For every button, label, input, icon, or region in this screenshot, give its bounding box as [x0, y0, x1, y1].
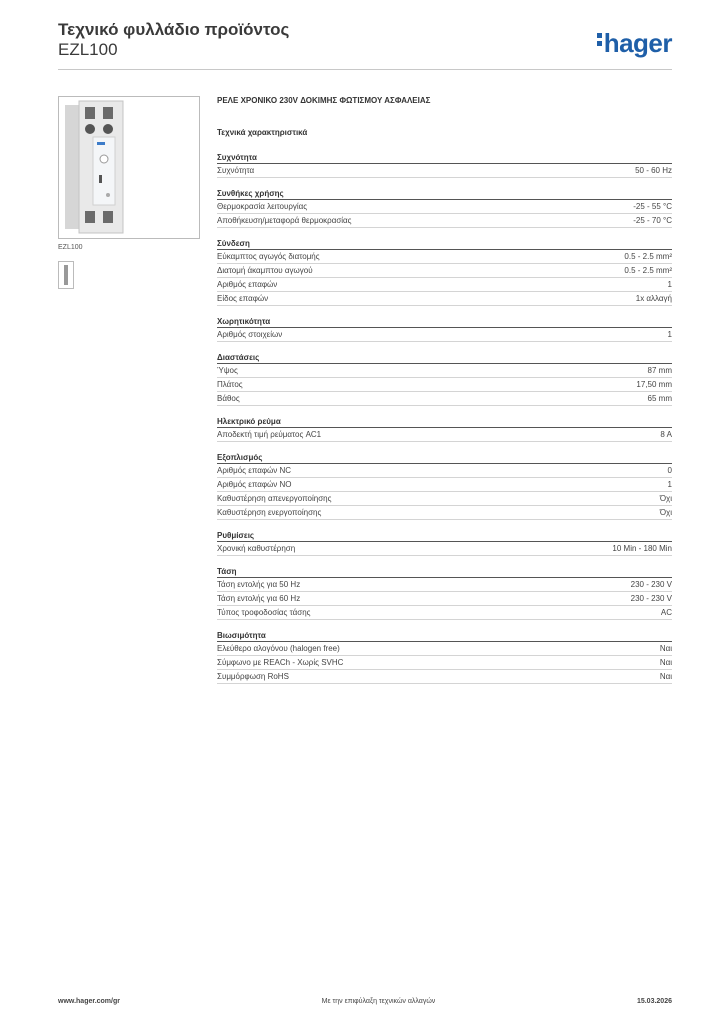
product-description: ΡΕΛΕ ΧΡΟΝΙΚΟ 230V ΔΟΚΙΜΗΣ ΦΩΤΙΣΜΟΥ ΑΣΦΑΛΕΙΑΣ: [217, 96, 431, 105]
spec-value: 65 mm: [647, 394, 672, 403]
spec-row: [217, 670, 672, 684]
spec-label: Αριθμός επαφών NO: [217, 480, 292, 489]
spec-row: [217, 278, 672, 292]
spec-label: Τάση εντολής για 50 Hz: [217, 580, 301, 589]
spec-value: -25 - 70 °C: [633, 216, 672, 225]
specs-heading: Τεχνικά χαρακτηριστικά: [217, 128, 308, 137]
spec-label: Ελεύθερο αλογόνου (halogen free): [217, 644, 340, 653]
spec-value: 1x αλλαγή: [635, 294, 672, 303]
spec-row: [217, 214, 672, 228]
hager-logo: [597, 28, 672, 59]
spec-label: Τύπος τροφοδοσίας τάσης: [217, 608, 311, 617]
section-title: Ρυθμίσεις: [217, 529, 672, 542]
spec-value: Ναι: [659, 658, 672, 667]
spec-row: [217, 464, 672, 478]
spec-value: 1: [667, 330, 672, 339]
section-title: Τάση: [217, 565, 672, 578]
spec-value: 17,50 mm: [636, 380, 672, 389]
spec-row: [217, 292, 672, 306]
spec-row: [217, 578, 672, 592]
section-title: Χωρητικότητα: [217, 315, 672, 328]
section-title: Διαστάσεις: [217, 351, 672, 364]
spec-row: [217, 656, 672, 670]
spec-section: [217, 451, 672, 520]
spec-row: [217, 592, 672, 606]
spec-value: Όχι: [659, 494, 672, 503]
spec-label: Βάθος: [217, 394, 240, 403]
spec-label: Χρονική καθυστέρηση: [217, 544, 296, 553]
spec-value: 1: [667, 480, 672, 489]
footer-date: 15.03.2026: [636, 998, 672, 1005]
website-link[interactable]: www.hager.com/gr: [58, 998, 120, 1005]
section-title: Εξοπλισμός: [217, 451, 672, 464]
spec-row: [217, 606, 672, 620]
spec-label: Διατομή άκαμπτου αγωγού: [217, 266, 313, 275]
spec-value: 8 A: [660, 430, 672, 439]
spec-label: Ύψος: [217, 366, 238, 375]
spec-value: 1: [667, 280, 672, 289]
spec-label: Αποθήκευση/μεταφορά θερμοκρασίας: [217, 216, 352, 225]
spec-content: [217, 96, 672, 693]
page-footer: [58, 998, 672, 1005]
spec-section: [217, 629, 672, 684]
spec-sections: [217, 151, 672, 684]
spec-section: [217, 529, 672, 556]
spec-section: [217, 351, 672, 406]
spec-row: [217, 200, 672, 214]
document-title: Τεχνικό φυλλάδιο προϊόντος: [58, 20, 290, 39]
section-title: Συχνότητα: [217, 151, 672, 164]
spec-label: Πλάτος: [217, 380, 243, 389]
spec-label: Καθυστέρηση ενεργοποίησης: [217, 508, 322, 517]
spec-row: [217, 364, 672, 378]
product-image-caption: EZL100: [58, 244, 83, 251]
section-title: Βιωσιμότητα: [217, 629, 672, 642]
spec-section: [217, 237, 672, 306]
spec-row: [217, 506, 672, 520]
page-header: [58, 20, 672, 70]
spec-label: Καθυστέρηση απενεργοποίησης: [217, 494, 332, 503]
spec-row: [217, 492, 672, 506]
thumbnail-icon: [59, 262, 73, 288]
spec-row: [217, 250, 672, 264]
spec-value: 0.5 - 2.5 mm²: [624, 266, 672, 275]
spec-value: 230 - 230 V: [630, 580, 672, 589]
product-image: [58, 96, 200, 239]
spec-row: [217, 264, 672, 278]
logo-dots-icon: [597, 30, 602, 49]
spec-value: Ναι: [659, 644, 672, 653]
spec-label: Αποδεκτή τιμή ρεύματος AC1: [217, 430, 322, 439]
spec-label: Θερμοκρασία λειτουργίας: [217, 202, 308, 211]
spec-value: 0.5 - 2.5 mm²: [624, 252, 672, 261]
spec-label: Συχνότητα: [217, 166, 255, 175]
spec-section: [217, 565, 672, 620]
spec-value: -25 - 55 °C: [633, 202, 672, 211]
spec-row: [217, 164, 672, 178]
spec-label: Συμμόρφωση RoHS: [217, 672, 289, 681]
footer-notice: Με την επιφύλαξη τεχνικών αλλαγών: [321, 998, 436, 1005]
product-thumbnail: [58, 261, 74, 289]
spec-label: Αριθμός επαφών NC: [217, 466, 292, 475]
spec-row: [217, 542, 672, 556]
product-code: EZL100: [58, 40, 118, 59]
spec-section: [217, 415, 672, 442]
spec-label: Εύκαμπτος αγωγός διατομής: [217, 252, 320, 261]
section-title: Σύνδεση: [217, 237, 672, 250]
brand-name: hager: [603, 28, 672, 58]
spec-section: [217, 187, 672, 228]
spec-row: [217, 328, 672, 342]
spec-row: [217, 478, 672, 492]
spec-section: [217, 151, 672, 178]
spec-value: 10 Min - 180 Min: [612, 544, 672, 553]
spec-label: Αριθμός στοιχείων: [217, 330, 283, 339]
spec-label: Σύμφωνο με REACh - Χωρίς SVHC: [217, 658, 344, 667]
section-title: Συνθήκες χρήσης: [217, 187, 672, 200]
spec-section: [217, 315, 672, 342]
spec-value: 0: [667, 466, 672, 475]
spec-value: Όχι: [659, 508, 672, 517]
section-title: Ηλεκτρικό ρεύμα: [217, 415, 672, 428]
spec-value: Ναι: [659, 672, 672, 681]
spec-row: [217, 642, 672, 656]
spec-label: Αριθμός επαφών: [217, 280, 278, 289]
spec-value: 50 - 60 Hz: [635, 166, 672, 175]
spec-value: 87 mm: [647, 366, 672, 375]
spec-label: Είδος επαφών: [217, 294, 269, 303]
spec-value: 230 - 230 V: [630, 594, 672, 603]
spec-row: [217, 392, 672, 406]
spec-row: [217, 428, 672, 442]
spec-value: AC: [660, 608, 672, 617]
spec-label: Τάση εντολής για 60 Hz: [217, 594, 301, 603]
relay-device-icon: [59, 97, 199, 238]
spec-row: [217, 378, 672, 392]
